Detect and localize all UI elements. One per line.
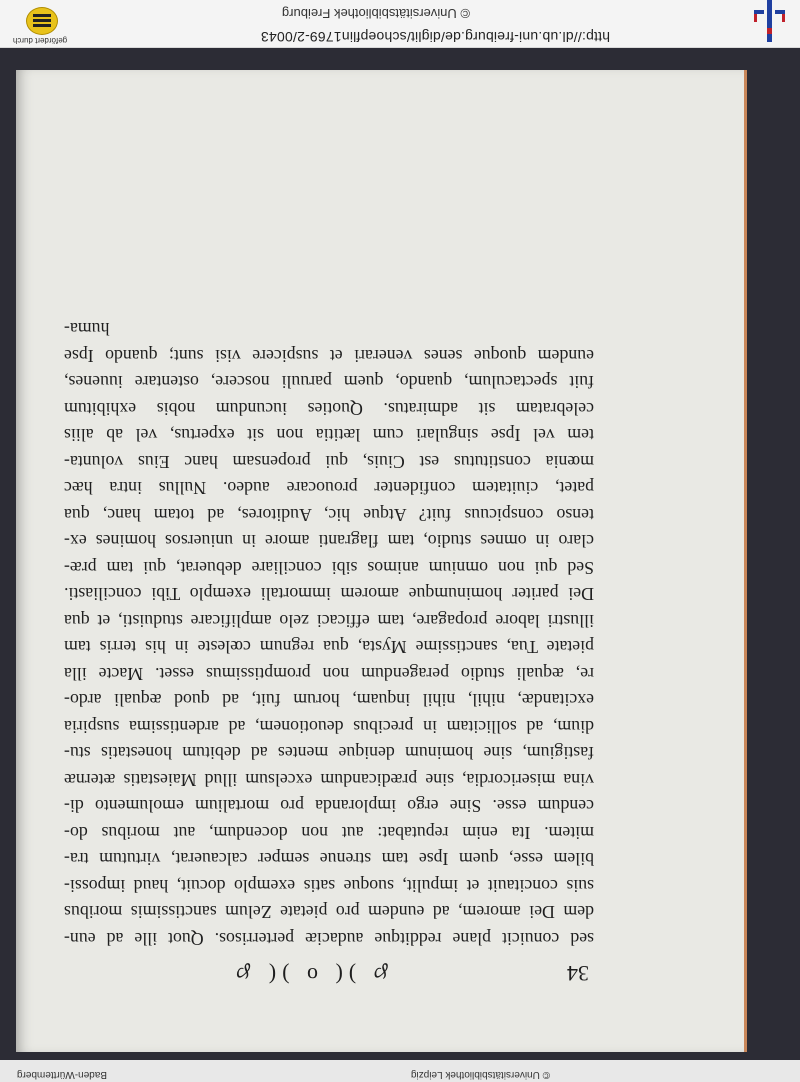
page-text <box>64 316 594 952</box>
text-line: fastigium, sine hominum denique mentes ad debitum honestatis stu- <box>64 743 594 764</box>
text-line: dium, ad sollicitam in precibus deuotionem, ad ardentissima suspiria <box>64 717 594 737</box>
text-line: tenso conspicuus fuit? Atque hic, Auditores, ad totam hanc, qua <box>64 505 594 525</box>
page-url[interactable]: http://dl.ub.uni-freiburg.de/diglit/schoepflin1769-2/0043 <box>260 29 610 45</box>
text-line: sed conuicit plane redditque audaciæ perterrisos. Quot ille ad eun- <box>64 929 594 949</box>
text-line: illustri labore propagare, tam efficaci zelo amplificare studuisti, et qua <box>64 611 594 631</box>
text-line: re, æquali studio peragendum non promptissimus esset. Macte illa <box>64 664 594 684</box>
footer-right-credit: © Universitätsbibliothek Leipzig <box>410 1069 550 1080</box>
text-line: celebratam sit admiratus. Quoties iucundum nobis exhibitum <box>64 399 594 419</box>
text-line: Sed qui non omnium animos sibi conciliare debuerat, qui tam præ- <box>64 558 594 578</box>
text-line: excitandæ, nihil, nihil inquam, horum fuit, ad quod æquali ardo- <box>64 690 594 711</box>
text-line: patet, ciuitatem confidenter prouocare audeo. Nullus intra hæc <box>64 478 594 499</box>
text-line: cendum esse. Sine ergo imploranda pro mortalium emolumento di- <box>64 796 594 817</box>
page-number: 34 <box>567 961 589 986</box>
text-line: tem vel Ipse singulari cum lætitia non sit expertus, vel ab aliis <box>64 425 594 446</box>
library-credit: © Universitätsbibliothek Freiburg <box>281 6 470 21</box>
book-page <box>16 70 747 1052</box>
text-line: suis concitauit et impulit, suoque satis exemplo docuit, haud impossi- <box>64 876 594 896</box>
text-line: claro in omnes studio, tam flagranti amore in uniuersos homines ex- <box>64 531 594 552</box>
coat-of-arms-icon <box>26 7 58 35</box>
text-line: mœnia constitutus est Ciuis, qui propensam hanc Eius volunta- <box>64 452 594 472</box>
page-ornament: ℘ )( o )( ℘ <box>230 963 389 988</box>
text-line: eundem quoque senes venerari et suspicere visi sunt; quando Ipse <box>64 346 594 366</box>
funded-by-label: gefördert durch <box>12 36 68 45</box>
text-line: pietate Tua, sanctissime Mysta, qua regnum cœleste in his terris tam <box>64 637 594 658</box>
viewer-bottom-bar <box>0 1060 800 1082</box>
text-line: mitem. Ita enim reputabat: aut non docendum, aut moribus do- <box>64 823 594 843</box>
footer-left-credit: Baden-Württemberg <box>16 1069 107 1080</box>
ub-logo-icon <box>752 0 788 42</box>
text-line: bilem esse, quem Ipse tam strenue semper calcauerat, virtutum tra- <box>64 849 594 870</box>
text-line: dem Dei amorem, ad eundem pro pietate Zelum sanctissimis moribus <box>64 902 594 923</box>
text-line: huma- <box>64 319 110 340</box>
text-line: vina misericordia, sine prædicandum excelsum illud Maiestatis æternæ <box>64 770 594 790</box>
text-line: Dei pariter hominumque amorem immortali exemplo Tibi conciliasti. <box>64 584 594 605</box>
text-line: fuit spectaculum, quando, quem paruuli noscere, ostentare iuuenes, <box>64 372 594 393</box>
viewer-top-bar <box>0 0 800 48</box>
page-header <box>69 952 589 992</box>
